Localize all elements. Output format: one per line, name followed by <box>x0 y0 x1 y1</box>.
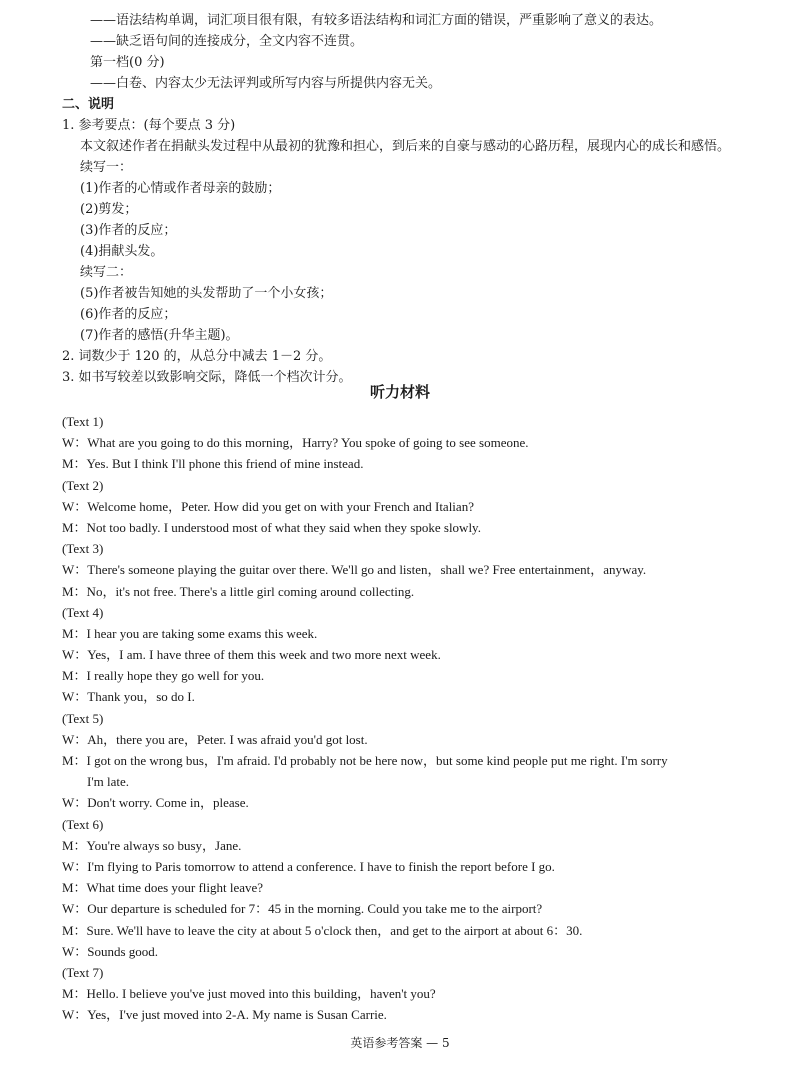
listening-title: 听力材料 <box>369 383 430 401</box>
note-item: 2. 词数少于 120 的，从总分中减去 1－2 分。 <box>62 349 332 364</box>
note-item: 1. 参考要点：(每个要点 3 分) <box>62 118 236 133</box>
transcript-line: W：Yes，I've just moved into 2-A. My name is Susan Carrie. <box>62 1007 387 1023</box>
transcript-line: W：Ah，there you are，Peter. I was afraid you'd got lost. <box>62 731 368 747</box>
transcript-line: W：Sounds good. <box>62 943 159 959</box>
transcript-line: M：Not too badly. I understood most of what they said when they spoke slowly. <box>62 519 481 535</box>
criteria-line: ——语法结构单调，词汇项目很有限，有较多语法结构和词汇方面的错误，严重影响了意义的表达。 <box>90 13 663 28</box>
key-point: (6)作者的反应； <box>80 307 177 322</box>
key-point: (1)作者的心情或作者母亲的鼓励； <box>80 181 281 196</box>
transcript-line: M：I hear you are taking some exams this week. <box>62 625 318 641</box>
transcript-line: (Text 7) <box>62 964 104 980</box>
listening-transcript <box>62 411 752 1025</box>
note-item: 3. 如书写较差以致影响交际，降低一个档次计分。 <box>62 370 352 385</box>
transcript-line: W：Our departure is scheduled for 7：45 in the morning. Could you take me to the airport? <box>62 901 543 917</box>
transcript-line: M：Sure. We'll have to leave the city at about 5 o'clock then，and get to the airport at about 6：30. <box>62 922 583 938</box>
key-point: (7)作者的感悟(升华主题)。 <box>80 328 239 343</box>
transcript-line: W：Don't worry. Come in，please. <box>62 795 249 811</box>
key-point: (4)捐献头发。 <box>80 244 164 259</box>
transcript-line: M：You're always so busy，Jane. <box>62 837 242 853</box>
transcript-line: W：Welcome home，Peter. How did you get on with your French and Italian? <box>62 498 474 514</box>
grade-level-heading: 第一档(0 分) <box>90 55 165 70</box>
transcript-line: M：I really hope they go well for you. <box>62 668 265 684</box>
transcript-line: (Text 6) <box>62 816 104 832</box>
part-title: 续写二： <box>80 265 133 280</box>
note-description: 本文叙述作者在捐献头发过程中从最初的犹豫和担心，到后来的自豪与感动的心路历程，展现内心的成长和感悟。 <box>80 139 731 154</box>
transcript-line: W：What are you going to do this morning，Harry? You spoke of going to see someone. <box>62 435 529 451</box>
part-title: 续写一： <box>80 160 133 175</box>
transcript-line: (Text 3) <box>62 541 104 557</box>
criteria-line: ——缺乏语句间的连接成分，全文内容不连贯。 <box>90 34 364 49</box>
section-heading: 二、说明 <box>62 97 115 112</box>
scoring-section <box>62 10 762 388</box>
transcript-line: M：Hello. I believe you've just moved into this building，haven't you? <box>62 986 436 1002</box>
page-footer: 英语参考答案 — 5 <box>350 1036 450 1050</box>
transcript-line: (Text 1) <box>62 414 104 429</box>
transcript-line: (Text 2) <box>62 477 104 493</box>
key-point: (2)剪发； <box>80 202 138 217</box>
transcript-line: M：What time does your flight leave? <box>62 880 264 896</box>
key-point: (5)作者被告知她的头发帮助了一个小女孩； <box>80 286 333 301</box>
transcript-line: M：No，it's not free. There's a little girl coming around collecting. <box>62 583 415 599</box>
transcript-line: (Text 4) <box>62 604 104 620</box>
transcript-line: W：Yes，I am. I have three of them this week and two more next week. <box>62 647 441 663</box>
transcript-line: M：Yes. But I think I'll phone this friend of mine instead. <box>62 456 364 472</box>
criteria-line: ——白卷、内容太少无法评判或所写内容与所提供内容无关。 <box>90 76 442 91</box>
transcript-line-continuation: I'm late. <box>87 774 130 790</box>
transcript-line: W：I'm flying to Paris tomorrow to attend a conference. I have to finish the report before I go. <box>62 858 555 874</box>
transcript-line: (Text 5) <box>62 710 104 726</box>
transcript-line: W：Thank you，so do I. <box>62 689 195 705</box>
transcript-line: W：There's someone playing the guitar over there. We'll go and listen，shall we? Free entertainment，anyway. <box>62 562 647 578</box>
key-point: (3)作者的反应； <box>80 223 177 238</box>
transcript-line: M：I got on the wrong bus，I'm afraid. I'd probably not be here now，but some kind people put me right. I'm sorry <box>62 753 668 768</box>
